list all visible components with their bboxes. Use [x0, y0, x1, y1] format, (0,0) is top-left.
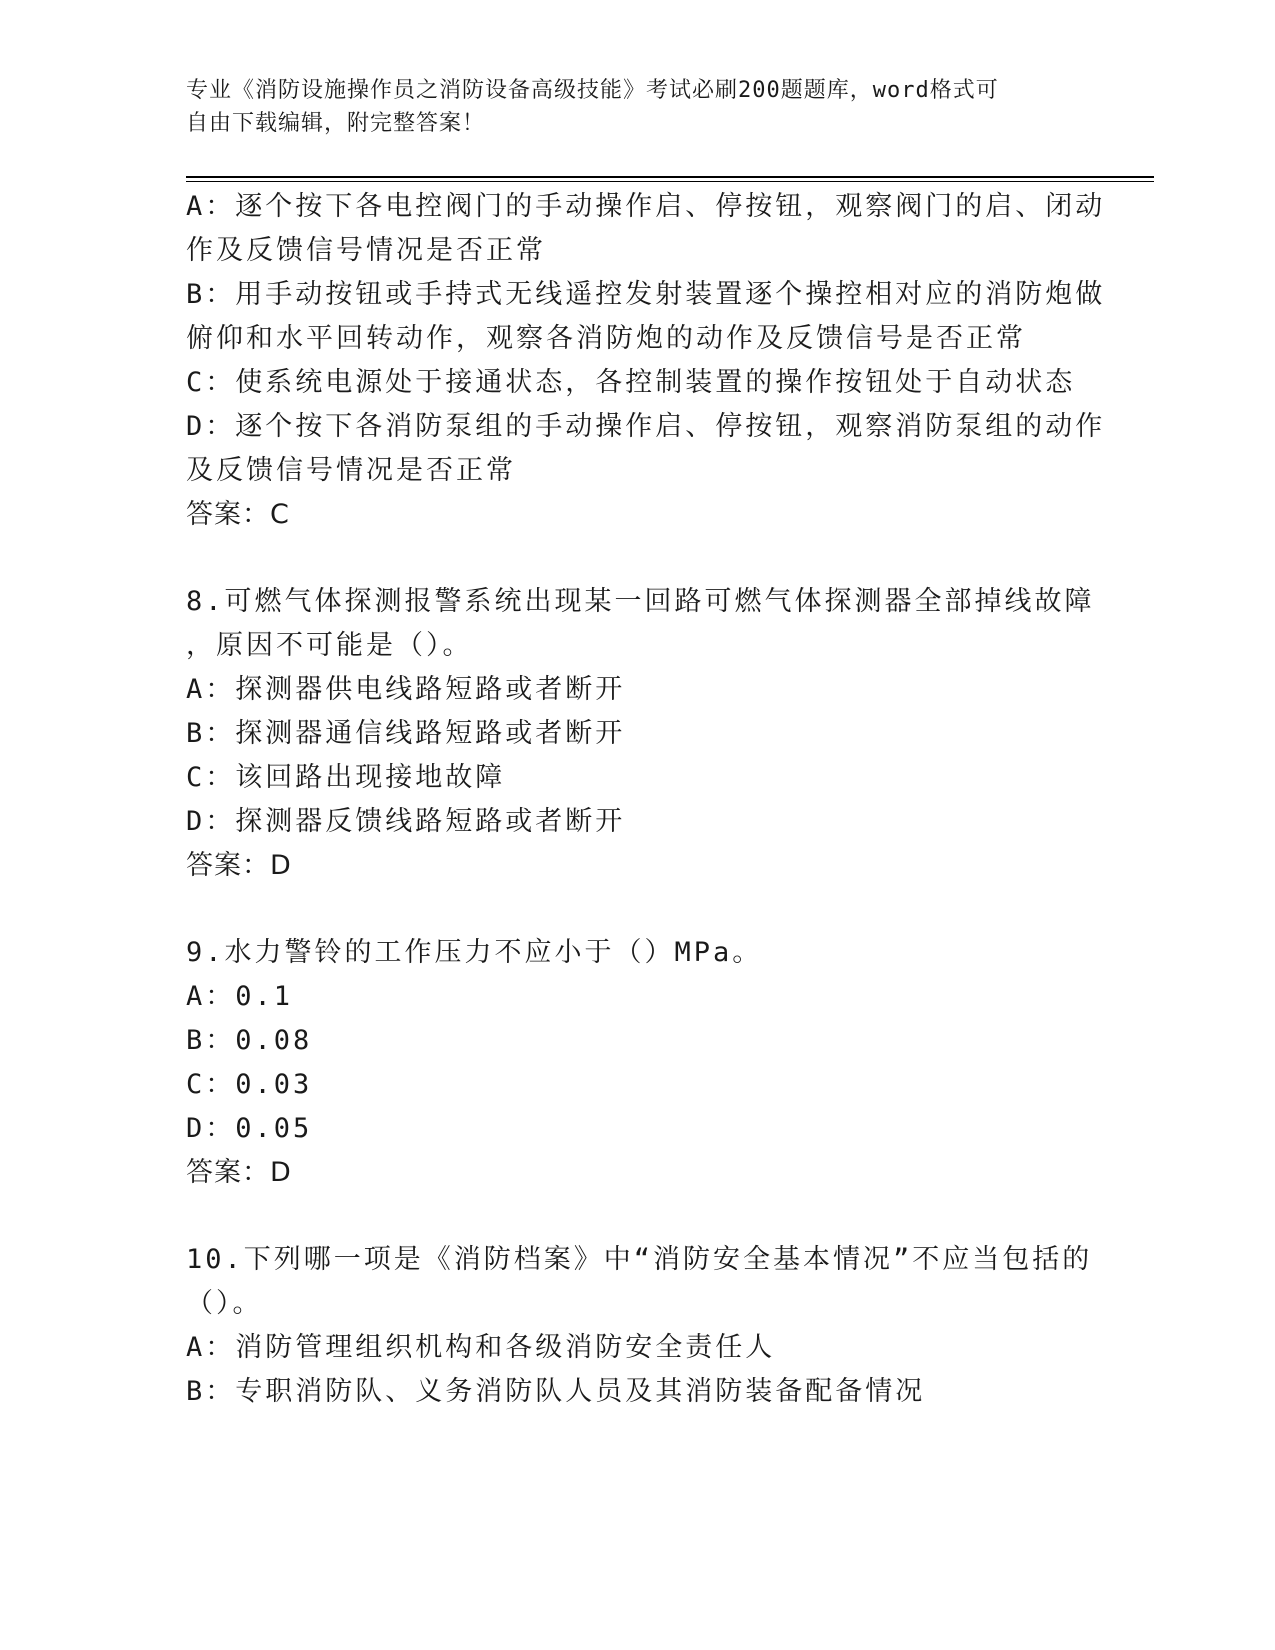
q8-option-b: B：探测器通信线路短路或者断开: [186, 718, 626, 749]
q9-option-d: D：0.05: [186, 1113, 313, 1144]
q7-option-a: A：逐个按下各电控阀门的手动操作启、停按钮，观察阀门的启、闭动: [186, 191, 1106, 222]
q8-option-c: C：该回路出现接地故障: [186, 762, 506, 793]
q9-option-a: A：0.1: [186, 981, 294, 1012]
q9-answer: 答案：D: [186, 1157, 292, 1188]
document-header: [186, 74, 1066, 140]
q9-question: 9.水力警铃的工作压力不应小于（）MPa。: [186, 937, 763, 968]
q8-option-a: A：探测器供电线路短路或者断开: [186, 674, 626, 705]
q10-question-cont: （）。: [186, 1288, 263, 1319]
q7-option-d-cont: 及反馈信号情况是否正常: [186, 455, 516, 486]
q8-option-d: D：探测器反馈线路短路或者断开: [186, 806, 626, 837]
header-line-1: 专业《消防设施操作员之消防设备高级技能》考试必刷200题题库，word格式可: [186, 78, 999, 103]
q9-option-c: C：0.03: [186, 1069, 313, 1100]
q8-answer: 答案：D: [186, 850, 292, 881]
q7-option-d: D：逐个按下各消防泵组的手动操作启、停按钮，观察消防泵组的动作: [186, 411, 1106, 442]
header-line-2: 自由下载编辑，附完整答案！: [186, 111, 486, 136]
q7-answer: 答案：C: [186, 499, 290, 530]
q7-option-b-cont: 俯仰和水平回转动作，观察各消防炮的动作及反馈信号是否正常: [186, 323, 1026, 354]
q9-option-b: B：0.08: [186, 1025, 313, 1056]
q10-option-a: A：消防管理组织机构和各级消防安全责任人: [186, 1332, 776, 1363]
q7-option-a-cont: 作及反馈信号情况是否正常: [186, 235, 546, 266]
header-divider-thin: [186, 181, 1154, 182]
q10-question: 10.下列哪一项是《消防档案》中“消防安全基本情况”不应当包括的: [186, 1244, 1093, 1275]
header-divider-thick: [186, 176, 1154, 178]
q8-question-cont: ，原因不可能是（）。: [186, 630, 473, 661]
q7-option-c: C：使系统电源处于接通状态，各控制装置的操作按钮处于自动状态: [186, 367, 1076, 398]
q7-option-b: B：用手动按钮或手持式无线遥控发射装置逐个操控相对应的消防炮做: [186, 279, 1106, 310]
q8-question: 8.可燃气体探测报警系统出现某一回路可燃气体探测器全部掉线故障: [186, 586, 1095, 617]
q10-option-b: B：专职消防队、义务消防队人员及其消防装备配备情况: [186, 1376, 926, 1407]
